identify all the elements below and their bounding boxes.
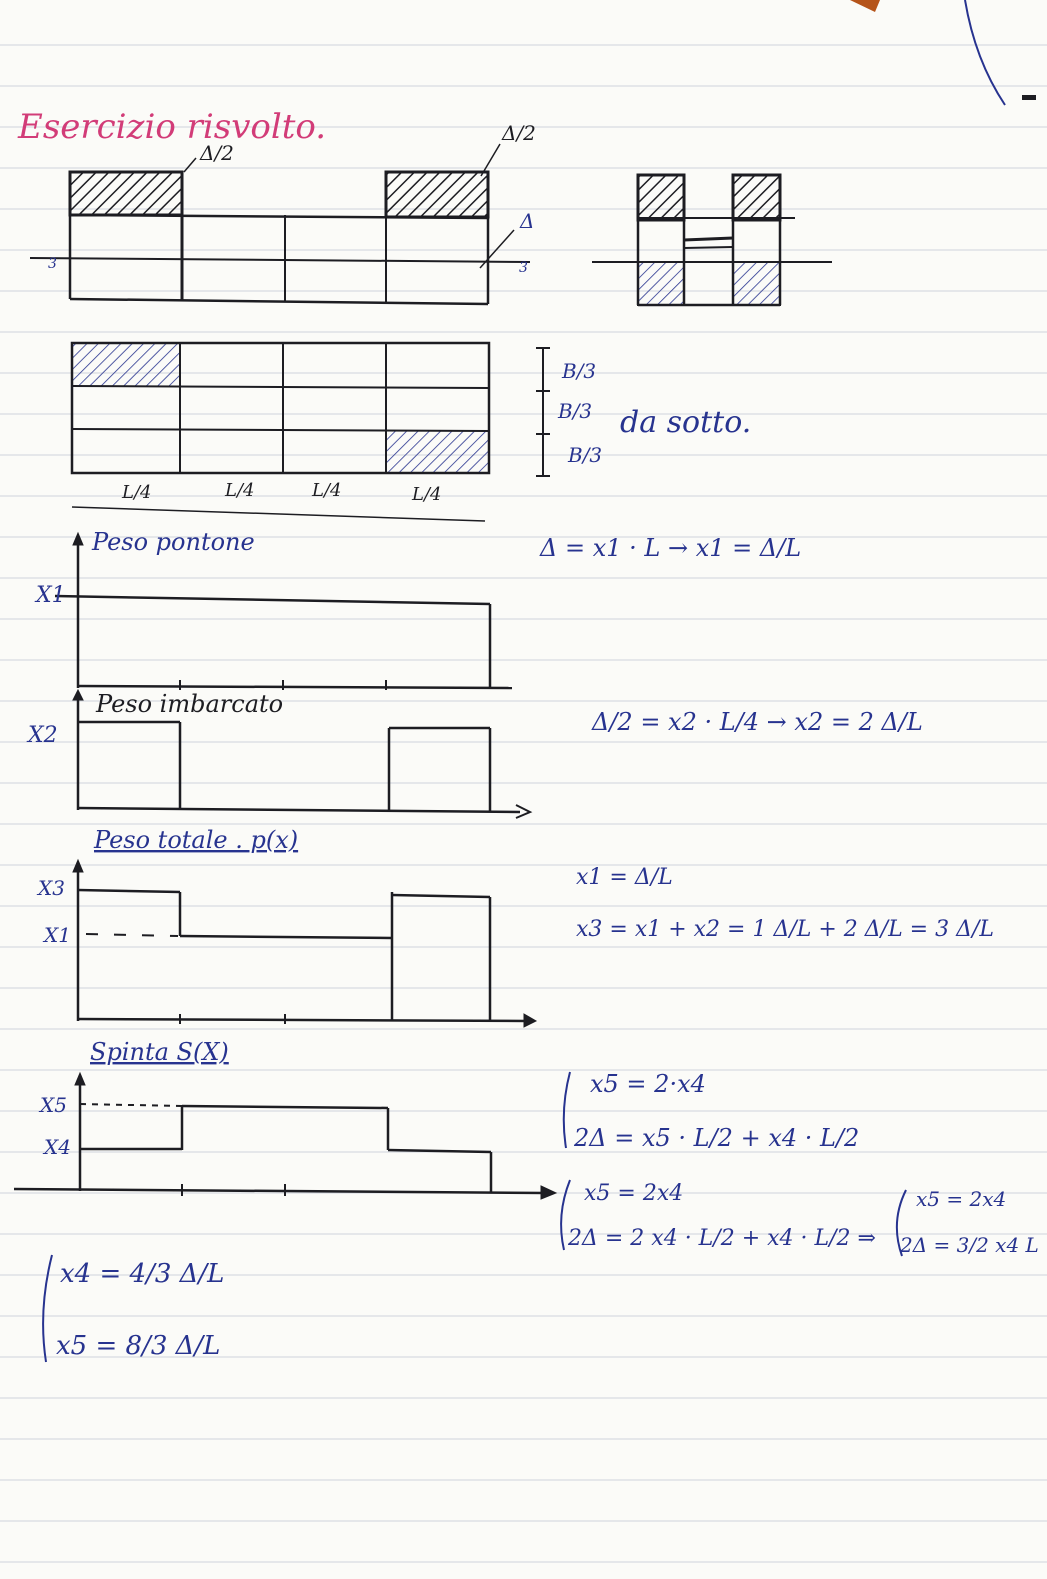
system3-line1: x5 = 2x4 <box>916 1187 1007 1211</box>
section-hatch-top-left <box>638 175 684 220</box>
system2-line2: 2Δ = 2 x4 · L/2 + x4 · L/2 ⇒ <box>568 1226 876 1251</box>
bottom-view-note: da sotto. <box>620 405 752 440</box>
quarter-label-1: L/4 <box>122 482 152 503</box>
bottom-hatch-bottom-right <box>386 431 489 473</box>
graph2-title: Peso imbarcato <box>96 690 284 718</box>
third-label-1: B/3 <box>562 359 597 383</box>
label-delta-half-right: Δ/2 <box>502 121 536 145</box>
graph4-y-label-top: X5 <box>40 1093 67 1117</box>
system1-line1: x5 = 2·x4 <box>590 1070 706 1098</box>
hatched-block-left <box>70 172 182 215</box>
section-mark-right: 3 <box>519 260 528 276</box>
graph3-y-label-top: X3 <box>38 876 65 900</box>
cross-section-diagram <box>592 175 832 305</box>
graph3-title: Peso totale . p(x) <box>94 826 299 854</box>
equation-x1-repeat: x1 = Δ/L <box>576 865 673 890</box>
label-delta-half-left: Δ/2 <box>200 141 234 165</box>
system2-line1: x5 = 2x4 <box>584 1181 684 1206</box>
bottom-hatch-top-left <box>72 343 180 386</box>
system-brace-1 <box>564 1072 570 1148</box>
equation-x1: Δ = x1 · L → x1 = Δ/L <box>540 534 802 562</box>
result-x5: x5 = 8/3 Δ/L <box>56 1331 221 1361</box>
equation-x2: Δ/2 = x2 · L/4 → x2 = 2 Δ/L <box>592 708 923 736</box>
result-x4: x4 = 4/3 Δ/L <box>60 1259 225 1289</box>
system3-line2: 2Δ = 3/2 x4 L <box>900 1233 1039 1257</box>
equation-x3: x3 = x1 + x2 = 1 Δ/L + 2 Δ/L = 3 Δ/L <box>576 917 995 942</box>
section-hatch-bottom-left <box>638 262 684 305</box>
graph4-y-label-low: X4 <box>44 1135 71 1159</box>
quarter-label-3: L/4 <box>312 480 342 501</box>
graph-peso-pontone <box>55 533 512 690</box>
corner-marks <box>850 0 1036 105</box>
section-hatch-bottom-right <box>733 262 780 305</box>
graph4-title: Spinta S(X) <box>90 1038 229 1066</box>
third-label-2: B/3 <box>558 399 593 423</box>
graph3-y-label-low: X1 <box>44 923 71 947</box>
quarter-label-2: L/4 <box>225 480 255 501</box>
graph1-y-label: X1 <box>36 583 66 608</box>
section-hatch-top-right <box>733 175 780 220</box>
page-title: Esercizio risvolto. <box>18 107 327 147</box>
system1-line2: 2Δ = x5 · L/2 + x4 · L/2 <box>574 1124 860 1152</box>
hatched-block-right <box>386 172 488 217</box>
section-mark-left: 3 <box>48 256 57 272</box>
third-label-3: B/3 <box>568 443 603 467</box>
quarter-label-4: L/4 <box>412 484 442 505</box>
graph-peso-totale <box>73 860 536 1027</box>
graph1-title: Peso pontone <box>92 528 255 556</box>
label-delta: Δ <box>520 209 535 233</box>
graph-spinta <box>14 1073 556 1199</box>
result-brace <box>43 1255 52 1362</box>
graph2-y-label: X2 <box>28 723 58 748</box>
